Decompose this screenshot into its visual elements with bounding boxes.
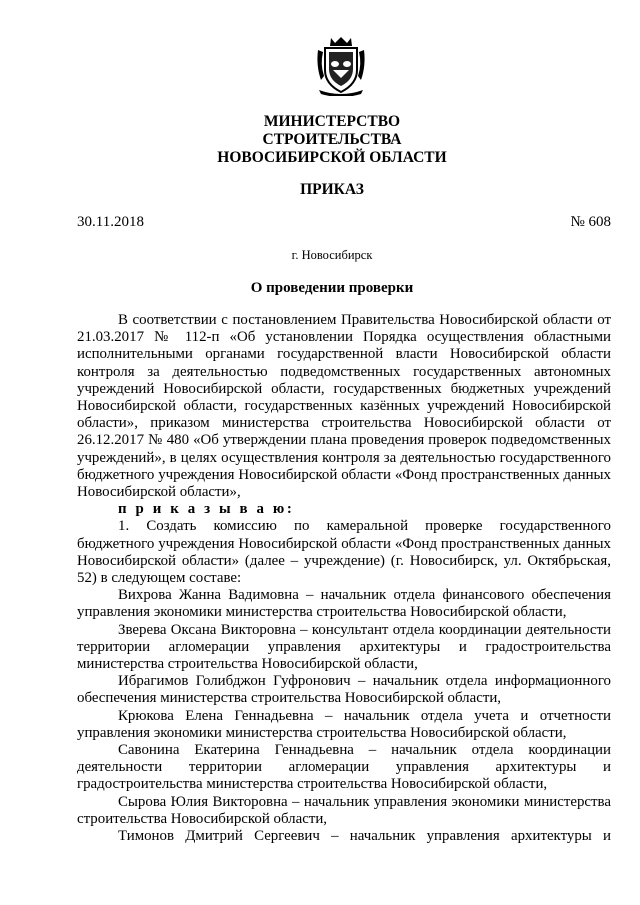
commission-member: Крюкова Елена Геннадьевна – начальник отдела учета и отчетности управления экономики министерства строительства Новосибирской области, xyxy=(77,707,611,741)
ministry-name-line1: МИНИСТЕРСТВО xyxy=(263,113,401,130)
coat-of-arms-icon xyxy=(315,36,367,96)
commission-member: Ибрагимов Голибджон Гуфронович – начальник отдела информационного обеспечения министерства строительства Новосибирской области, xyxy=(77,673,611,707)
order-subject: О проведении проверки xyxy=(250,280,414,296)
preamble-paragraph: В соответствии с постановлением Правительства Новосибирской области от 21.03.2017 № 112-п «Об установлении Порядка осуществления областными исполнительными органами государственной власти Новосибирской области контроля за деятельностью подведомственных государственных автономных учреждений Новосибирской области, государственных бюджетных учреждений Новосибирской области, государственных казённых учреждений Новосибирской области», приказом министерства строительства Новосибирской области от 26.12.2017 № 480 «Об утверждении плана проведения проверок подведомственных учреждений», в целях осуществления контроля за деятельностью государственного бюджетного учреждения Новосибирской области «Фонд пространственных данных Новосибирской области», xyxy=(77,312,611,501)
document-type-title: ПРИКАЗ xyxy=(300,181,364,198)
coat-of-arms-emblem xyxy=(315,36,367,96)
order-word: п р и к а з ы в а ю: xyxy=(118,501,295,518)
ministry-name-line2: СТРОИТЕЛЬСТВА xyxy=(262,131,402,148)
commission-member: Вихрова Жанна Вадимовна – начальник отдела финансового обеспечения управления экономики министерства строительства Новосибирской области, xyxy=(77,587,611,621)
commission-member: Зверева Оксана Викторовна – консультант отдела координации деятельности территории агломерации управления архитектуры и градостроительства министерства строительства Новосибирской области, xyxy=(77,621,611,673)
commission-member: Тимонов Дмитрий Сергеевич – начальник управления архитектуры и xyxy=(118,828,611,845)
item-1-paragraph: 1. Создать комиссию по камеральной проверке государственного бюджетного учреждения Новосибирской области «Фонд пространственных данных Новосибирской области» (далее – учреждение) (г. Новосибирск, ул. Октябрьская, 52) в следующем составе: xyxy=(77,518,611,587)
order-number: № 608 xyxy=(570,214,611,230)
ministry-name xyxy=(0,113,640,167)
commission-member: Сырова Юлия Викторовна – начальник управления экономики министерства строительства Новосибирской области, xyxy=(77,793,611,827)
city-name: г. Новосибирск xyxy=(291,248,373,262)
ministry-name-line3: НОВОСИБИРСКОЙ ОБЛАСТИ xyxy=(217,149,447,166)
commission-member: Савонина Екатерина Геннадьевна – начальник отдела координации деятельности территории агломерации управления архитектуры и градостроительства министерства строительства Новосибирской области, xyxy=(77,742,611,793)
document-body xyxy=(77,312,611,845)
order-date: 30.11.2018 xyxy=(77,214,144,230)
